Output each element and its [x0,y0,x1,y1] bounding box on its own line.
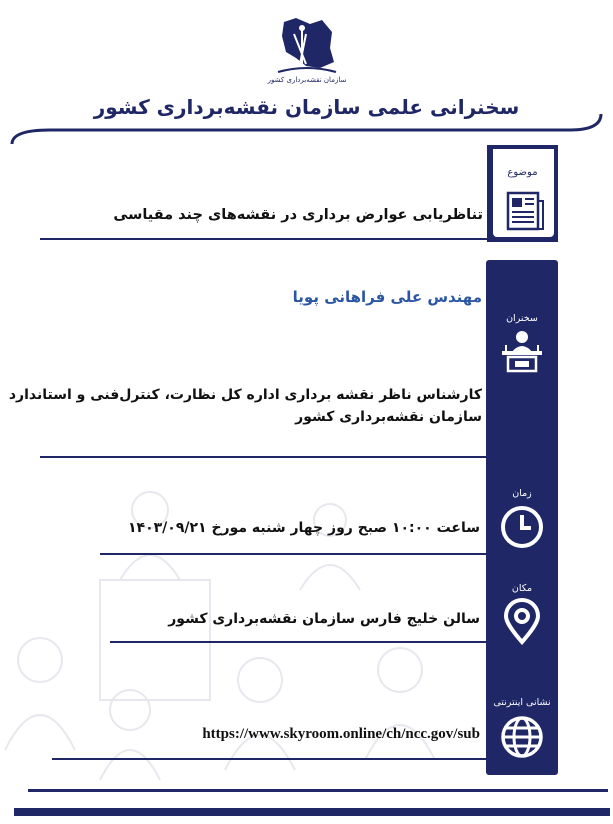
topic-text: تناظریابی عوارض برداری در نقشه‌های چند مقیاسی [113,207,483,223]
speaker-divider [40,456,487,458]
speaker-name: مهندس علی فراهانی پویا [292,288,482,306]
document-icon [500,189,547,233]
web-divider [52,758,487,760]
time-text: ساعت ۱۰:۰۰ صبح روز چهار شنبه مورخ ۱۴۰۳/۰۹/۲۱ [127,520,480,536]
web-url-link[interactable]: https://www.skyroom.online/ch/ncc.gov/sub [202,726,480,742]
topic-label: موضوع [507,167,538,178]
speaker-role [8,384,482,428]
location-pin-icon [498,598,546,646]
org-name-small: سازمان نقشه‌برداری کشور [267,76,347,84]
speaker-role-line2: سازمان نقشه‌برداری کشور [295,409,482,425]
footer-line-thick [14,808,610,816]
topic-divider [40,238,487,240]
globe-icon [498,713,546,761]
web-label: نشانی اینترنتی [493,697,551,708]
page-title: سخنرانی علمی سازمان نقشه‌برداری کشور [93,95,520,119]
speaker-podium-icon [498,327,546,375]
speaker-role-line1: کارشناس ناظر نقشه برداری اداره کل نظارت، کنترل‌فنی و استاندارد [8,387,482,403]
org-logo-icon [276,14,338,80]
speaker-label: سخنران [506,313,538,324]
time-label: زمان [512,488,532,499]
time-divider [100,553,487,555]
place-label: مکان [511,583,533,594]
clock-icon [498,503,546,551]
place-text: سالن خلیج فارس سازمان نقشه‌برداری کشور [168,611,480,627]
place-divider [110,641,487,643]
footer-line-thin [28,789,608,792]
